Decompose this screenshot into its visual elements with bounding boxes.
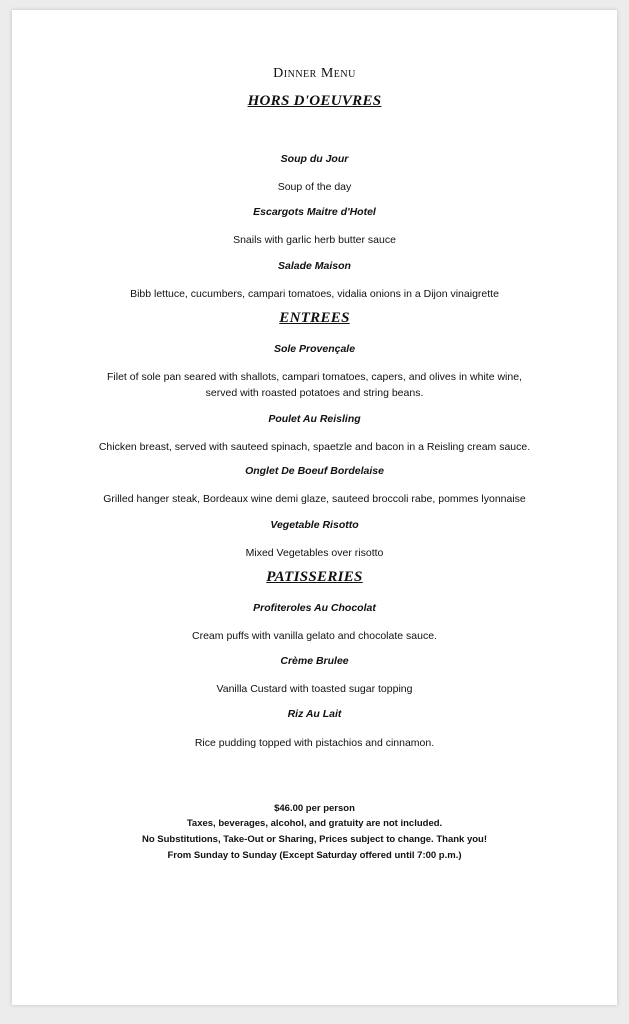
menu-item-name: Profiteroles Au Chocolat [253, 602, 376, 614]
menu-item-name: Soup du Jour [280, 153, 349, 165]
price-per-person: $46.00 per person [274, 803, 355, 814]
menu-item-name: Poulet Au Reisling [268, 413, 361, 425]
menu-item-description: Vanilla Custard with toasted sugar topping [216, 683, 413, 695]
section-heading-hors-doeuvres: HORS D'OEUVRES [247, 93, 382, 109]
menu-item-description: Snails with garlic herb butter sauce [233, 234, 396, 246]
menu-item-name: Salade Maison [278, 260, 351, 272]
section-heading-entrees: ENTREES [279, 310, 350, 326]
menu-title: Dinner Menu [273, 66, 356, 81]
menu-item-name: Vegetable Risotto [270, 519, 359, 531]
menu-item-description: Chicken breast, served with sauteed spinach, spaetzle and bacon in a Reisling cream sauce. [98, 441, 531, 453]
menu-item-description: Soup of the day [277, 181, 352, 193]
menu-item-description: Mixed Vegetables over risotto [245, 547, 384, 559]
menu-item-description: Cream puffs with vanilla gelato and chocolate sauce. [192, 630, 437, 642]
menu-item-name: Crème Brulee [280, 655, 349, 667]
policy-note: No Substitutions, Take-Out or Sharing, Prices subject to change. Thank you! [141, 834, 488, 845]
schedule-note: From Sunday to Sunday (Except Saturday offered until 7:00 p.m.) [167, 850, 462, 861]
menu-item-name: Sole Provençale [273, 343, 356, 355]
menu-item-description: Rice pudding topped with pistachios and cinnamon. [194, 737, 435, 749]
taxes-note: Taxes, beverages, alcohol, and gratuity are not included. [186, 818, 443, 829]
menu-item-description: served with roasted potatoes and string beans. [205, 387, 424, 399]
menu-item-description: Bibb lettuce, cucumbers, campari tomatoes, vidalia onions in a Dijon vinaigrette [130, 288, 499, 300]
menu-item-description: Filet of sole pan seared with shallots, campari tomatoes, capers, and olives in white wine, [107, 371, 522, 383]
section-heading-patisseries: PATISSERIES [266, 569, 363, 585]
menu-item-name: Escargots Maitre d'Hotel [253, 206, 376, 218]
menu-item-description: Grilled hanger steak, Bordeaux wine demi glaze, sauteed broccoli rabe, pommes lyonnaise [103, 493, 526, 505]
menu-item-name: Onglet De Boeuf Bordelaise [245, 465, 384, 477]
menu-item-name: Riz Au Lait [287, 708, 342, 720]
menu-page [12, 10, 617, 1005]
